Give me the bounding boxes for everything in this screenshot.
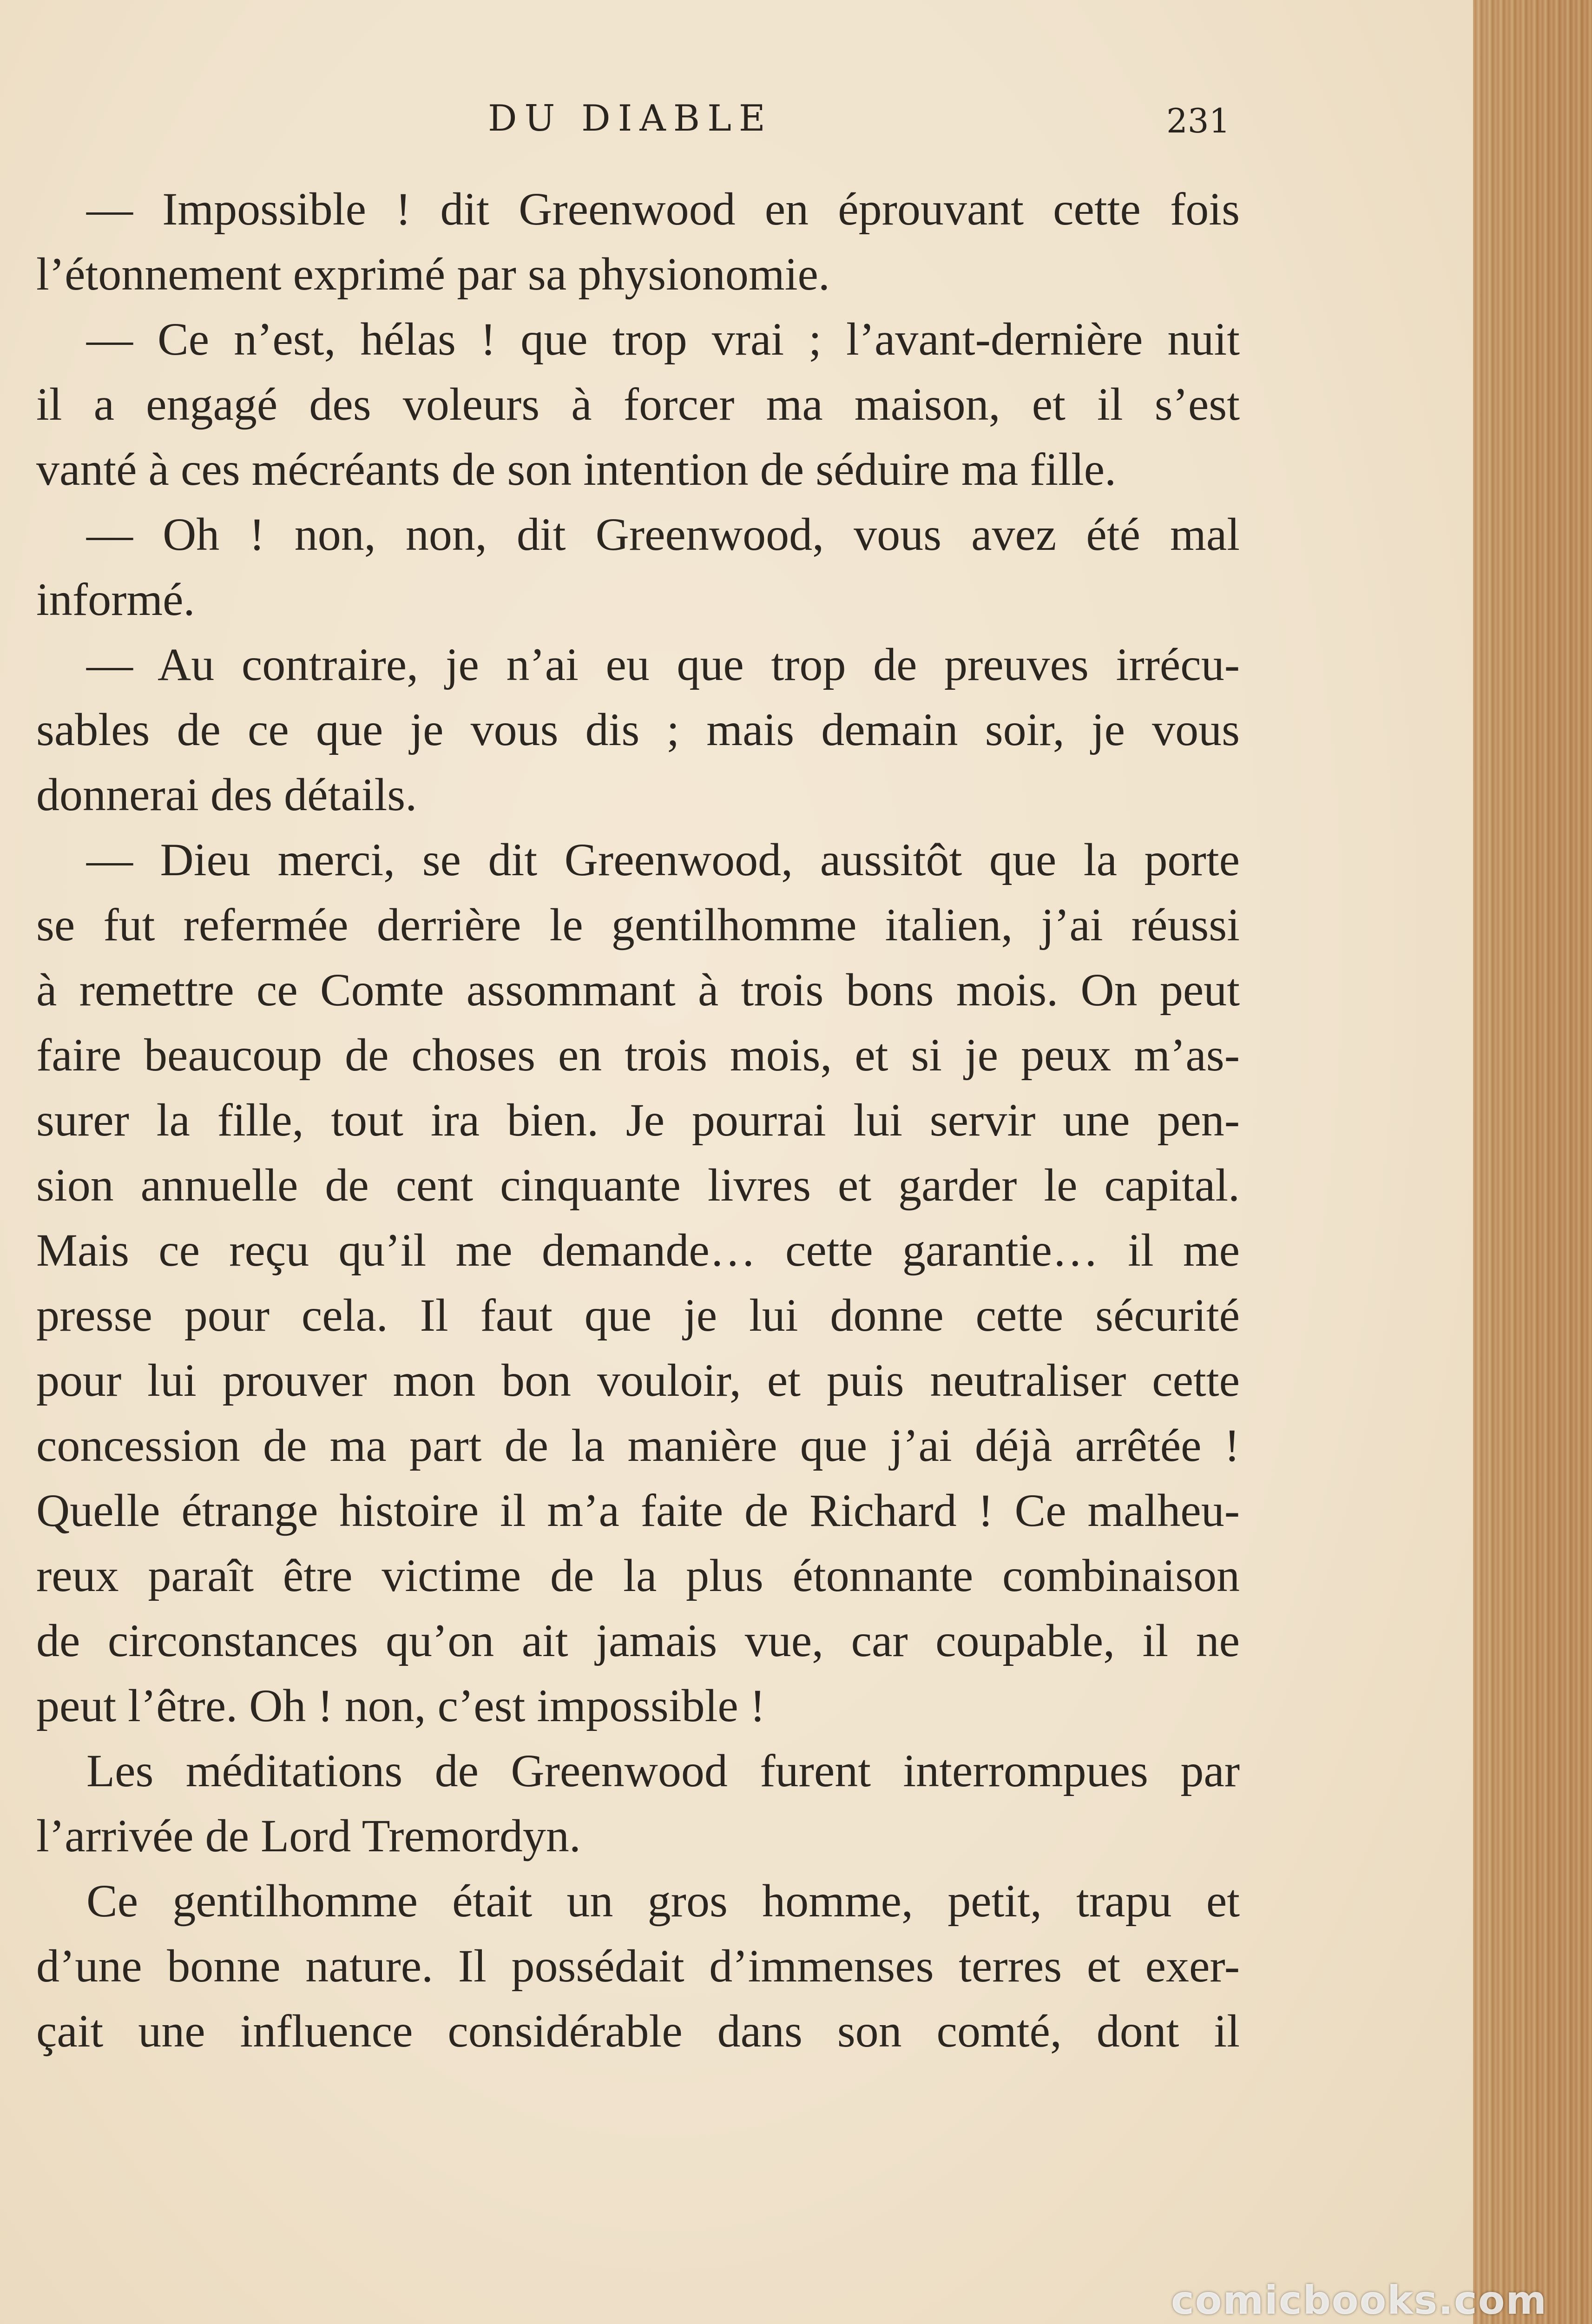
page-edge (1473, 0, 1592, 2324)
text-line: l’étonnement exprimé par sa physionomie. (36, 248, 830, 300)
text-line: vanté à ces mécréants de son intention de séduire ma fille. (36, 443, 1117, 495)
text-line: — Impossible ! dit Greenwood en éprouvant cette fois (86, 183, 1240, 235)
text-line: çait une influence considérable dans son comté, dont il (36, 2005, 1240, 2057)
text-line: Quelle étrange histoire il m’a faite de Richard ! Ce malheu- (36, 1485, 1240, 1536)
text-line: faire beaucoup de choses en trois mois, et si je peux m’as- (36, 1029, 1240, 1081)
text-line: se fut refermée derrière le gentilhomme italien, j’ai réussi (36, 899, 1240, 951)
page-number: 231 (1166, 101, 1230, 140)
body-text (36, 177, 1240, 2064)
text-line: l’arrivée de Lord Tremordyn. (36, 1810, 581, 1862)
text-line: donnerai des détails. (36, 769, 417, 820)
text-line: pour lui prouver mon bon vouloir, et puis neutraliser cette (36, 1354, 1240, 1406)
text-line: informé. (36, 574, 195, 625)
text-line: sables de ce que je vous dis ; mais demain soir, je vous (36, 704, 1240, 755)
text-line: de circonstances qu’on ait jamais vue, car coupable, il ne (36, 1615, 1240, 1666)
text-line: d’une bonne nature. Il possédait d’immenses terres et exer- (36, 1940, 1240, 1992)
text-line: sion annuelle de cent cinquante livres et garder le capital. (36, 1159, 1240, 1211)
text-line: il a engagé des voleurs à forcer ma maison, et il s’est (36, 378, 1240, 430)
text-line: — Dieu merci, se dit Greenwood, aussitôt que la porte (86, 834, 1240, 885)
text-line: — Oh ! non, non, dit Greenwood, vous avez été mal (86, 508, 1240, 560)
text-line: Mais ce reçu qu’il me demande… cette garantie… il me (36, 1224, 1240, 1276)
running-head: DU DIABLE (488, 98, 773, 139)
text-line: — Au contraire, je n’ai eu que trop de preuves irrécu- (86, 639, 1240, 690)
site-watermark: comicbooks.com (1171, 2278, 1547, 2323)
text-line: Les méditations de Greenwood furent interrompues par (86, 1745, 1240, 1796)
text-line: reux paraît être victime de la plus étonnante combinaison (36, 1550, 1240, 1601)
text-line: peut l’être. Oh ! non, c’est impossible ! (36, 1680, 766, 1731)
text-line: Ce gentilhomme était un gros homme, petit, trapu et (86, 1875, 1240, 1927)
text-line: à remettre ce Comte assommant à trois bons mois. On peut (36, 964, 1240, 1016)
text-line: — Ce n’est, hélas ! que trop vrai ; l’avant-dernière nuit (86, 313, 1240, 365)
text-line: surer la fille, tout ira bien. Je pourrai lui servir une pen- (36, 1094, 1240, 1146)
text-line: presse pour cela. Il faut que je lui donne cette sécurité (36, 1289, 1240, 1341)
text-line: concession de ma part de la manière que j’ai déjà arrêtée ! (36, 1419, 1240, 1471)
